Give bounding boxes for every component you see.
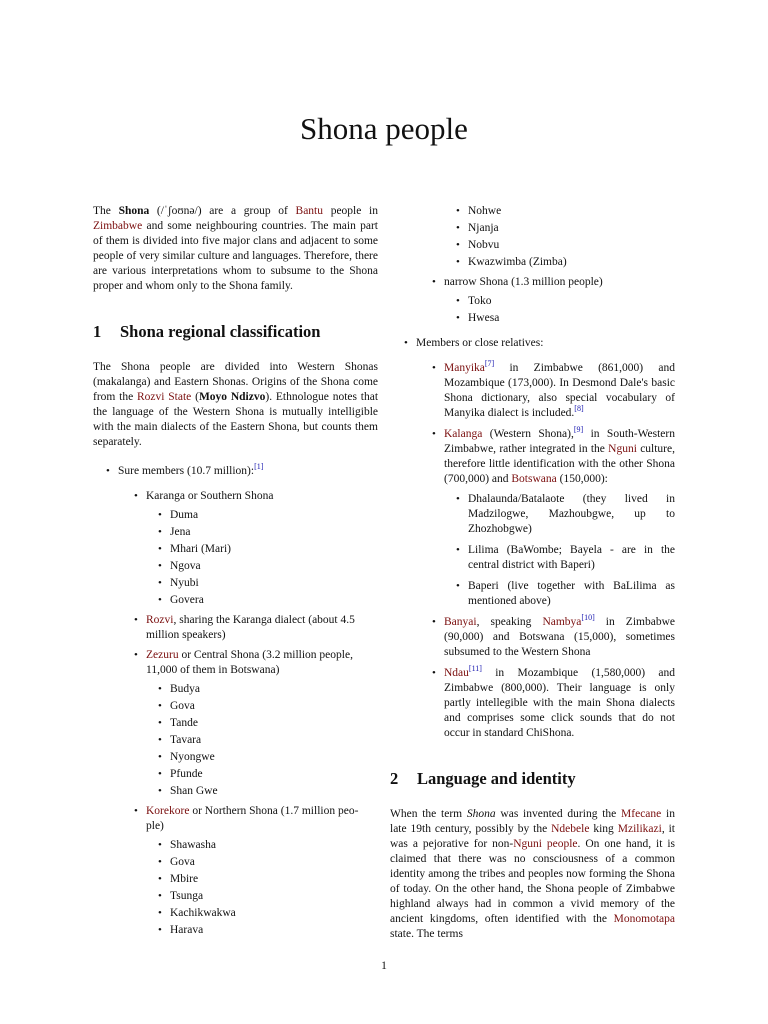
sublist-item: • Gova [170,855,378,870]
ref-link[interactable]: [8] [574,404,584,414]
page-title: Shona people [300,111,468,146]
link-mzilikazi[interactable]: Mzilikazi [617,823,662,835]
list-item: • Kalanga (Western Shona),[9] in South-Western Zimbabwe, rather integrated in the Nguni culture, therefore little identification with the other Shona (700,000) and Botswana (150,000): • Dhalaunda/Batalaote (they lived in Madzilogwe, Mazhoubgwe, up to Zhozhobgwe) • Lilima (BaWombe; Bayela - are in the central district with Baperi) • Baperi (live together with BaLilima as mentioned above) [444,427,675,609]
sublist-item: • Dhalaunda/Batalaote (they lived in Madzilogwe, Mazhoubgwe, up to Zhozhobgwe) [468,492,675,537]
sublist-item: • Duma [170,508,378,523]
sublist-item: • Toko [468,294,675,309]
relatives-list [416,336,675,741]
link-zezuru[interactable]: Zezuru [146,649,179,661]
link-nguni-people[interactable]: Nguni people [513,838,578,850]
sublist-item: • Tsunga [170,889,378,904]
section-2-paragraph: When the term Shona was invented during the Mfecane in late 19th century, possibly by the Ndebele king Mzilikazi, it was a pejorative for non-Nguni people. On one hand, it is claimed that there was no consciousness of a common identity among the tribes and peoples now forming the Shona of today. On the other hand, the Shona people of Zimbabwe highland always had in common a vivid memory of the ancient kingdoms, often identified with the Monomotapa state. The terms [390,808,676,940]
sublist-item: • Shawasha [170,838,378,853]
list-item: • Sure members (10.7 million):[1] • Karanga or Southern Shona • Duma • Jena • Mhari (Mari) • Ngova • Nyubi • Govera • Rozvi, sharing the Karanga dialect (about 4.5 million speakers) • Zezuru or Central Shona (3.2 million people, 11,000 of them in Botswana) • Budya • Gova • Tande • Tavara • Nyongwe • Pfunde • Shan Gwe • Korekore or Northern Shona (1.7 million peo- ple) • Shawasha • Gova • Mbire • Tsunga • Kachikwakwa • Harava [118,464,378,938]
sublist-item: • Budya [170,682,378,697]
list-item: • Rozvi, sharing the Karanga dialect (about 4.5 million speakers) [146,613,378,643]
sublist-item: • Govera [170,593,378,608]
link-manyika[interactable]: Manyika [444,362,485,374]
sublist-item: • Harava [170,923,378,938]
sublist-item: • Pfunde [170,767,378,782]
korekore-sublist [170,838,378,938]
sublist-item: • Nohwe [468,204,675,219]
right-column [390,204,675,942]
ref-link[interactable]: [1] [254,462,264,472]
kalanga-sublist [468,492,675,609]
sublist-item: • Kwazwimba (Zimba) [468,255,675,270]
left-column [93,204,378,938]
link-ndau[interactable]: Ndau [444,667,469,679]
link-rozvi-state[interactable]: Rozvi State [137,391,192,403]
sublist-item: • Lilima (BaWombe; Bayela - are in the central district with Baperi) [468,543,675,573]
link-nambya[interactable]: Nambya [542,616,582,628]
intro-paragraph: The Shona (/ˈʃoʊnə/) are a group of Bantu people in Zimbabwe and some neighbouring countries. The main part of them is divided into five major clans and adjacent to some people of very similar culture and languages. Therefore, there are various interpretations whom to subsume to the Shona proper and whom only to the Shona family. [93,205,378,292]
link-bantu[interactable]: Bantu [295,205,324,217]
ref-link[interactable]: [10] [581,613,595,623]
sublist-item: • Kachikwakwa [170,906,378,921]
list-item: • Ndau[11] in Mozambique (1,580,000) and Zimbabwe (800,000). Their language is only partly intellegible with the main Shona dialects and comprises some click sounds that do not occur in standard ChiShona. [444,666,675,741]
sublist-item: • Gova [170,699,378,714]
list-item: • Banyai, speaking Nambya[10] in Zimbabwe (90,000) and Botswana (15,000), sometimes subsumed to the Western Shona [444,615,675,660]
link-banyai[interactable]: Banyai [444,616,477,628]
section-2-heading: 2 Language and identity [390,769,576,788]
sublist-item: • Hwesa [468,311,675,326]
ref-link[interactable]: [7] [484,359,495,369]
link-monomotapa[interactable]: Monomotapa [613,913,675,925]
sublist-item: • Mhari (Mari) [170,542,378,557]
sublist-item: • Shan Gwe [170,784,378,799]
sublist-item: • Jena [170,525,378,540]
ref-link[interactable]: [9] [573,425,584,435]
sublist-item: • Nyubi [170,576,378,591]
page-number: 1 [381,960,387,972]
zezuru-sublist [170,682,378,799]
sublist-item: • Nyongwe [170,750,378,765]
sublist-item: • Mbire [170,872,378,887]
sublist-item: • Nobvu [468,238,675,253]
sublist-item: • Ngova [170,559,378,574]
narrow-sublist [468,294,675,326]
link-rozvi[interactable]: Rozvi [146,614,174,626]
narrow-list [444,275,675,326]
karanga-sublist [170,508,378,608]
list-item: • Zezuru or Central Shona (3.2 million people, 11,000 of them in Botswana) • Budya • Gova • Tande • Tavara • Nyongwe • Pfunde • Shan Gwe [146,648,378,799]
link-mfecane[interactable]: Mfecane [621,808,662,820]
link-zimbabwe[interactable]: Zimbabwe [93,220,143,232]
sublist-item: • Tande [170,716,378,731]
section-1-paragraph: The Shona people are divided into Western Shonas (makalanga) and Eastern Shonas. Origins of the Shona come from the Rozvi State (Moyo Ndizvo). Ethnologue notes that the language of the Western Shona is mutually intelligible with the main dialects of the Eastern Shona, but counts them separately. [93,361,379,448]
list-item: • Members or close relatives: • Manyika[7] in Zimbabwe (861,000) and Mozambique (173,000). In Desmond Dale's basic Shona dictionary, also special vocabulary of Manyika dialect is included.[8] • Kalanga (Western Shona),[9] in South-Western Zimbabwe, rather integrated in the Nguni culture, therefore little identification with the other Shona (700,000) and Botswana (150,000): • Dhalaunda/Batalaote (they lived in Madzilogwe, Mazhoubgwe, up to Zhozhobgwe) • Lilima (BaWombe; Bayela - are in the central district with Baperi) • Baperi (live together with BaLilima as mentioned above) • Banyai, speaking Nambya[10] in Zimbabwe (90,000) and Botswana (15,000), sometimes subsumed to the Western Shona • Ndau[11] in Mozambique (1,580,000) and Zimbabwe (800,000). Their language is only partly intellegible with the main Shona dialects and comprises some click sounds that do not occur in standard ChiShona. [416,336,675,741]
link-nguni[interactable]: Nguni [608,443,637,455]
continued-sublist [468,204,675,270]
list-item: • Korekore or Northern Shona (1.7 million peo- ple) • Shawasha • Gova • Mbire • Tsunga • Kachikwakwa • Harava [146,804,378,938]
list-item: • Karanga or Southern Shona • Duma • Jena • Mhari (Mari) • Ngova • Nyubi • Govera [146,489,378,608]
link-botswana[interactable]: Botswana [511,473,557,485]
classification-list [118,464,378,938]
section-1-heading: 1 Shona regional classification [93,322,321,341]
sublist-item: • Njanja [468,221,675,236]
sublist-item: • Baperi (live together with BaLilima as mentioned above) [468,579,675,609]
link-korekore[interactable]: Korekore [146,805,190,817]
ref-link[interactable]: [11] [468,664,482,674]
list-item: • Manyika[7] in Zimbabwe (861,000) and Mozambique (173,000). In Desmond Dale's basic Shona dictionary, also special vocabulary of Manyika dialect is included.[8] [444,361,675,421]
sublist-item: • Tavara [170,733,378,748]
link-ndebele[interactable]: Ndebele [551,823,590,835]
list-item: • narrow Shona (1.3 million people) • Toko • Hwesa [444,275,675,326]
link-kalanga[interactable]: Kalanga [444,428,483,440]
